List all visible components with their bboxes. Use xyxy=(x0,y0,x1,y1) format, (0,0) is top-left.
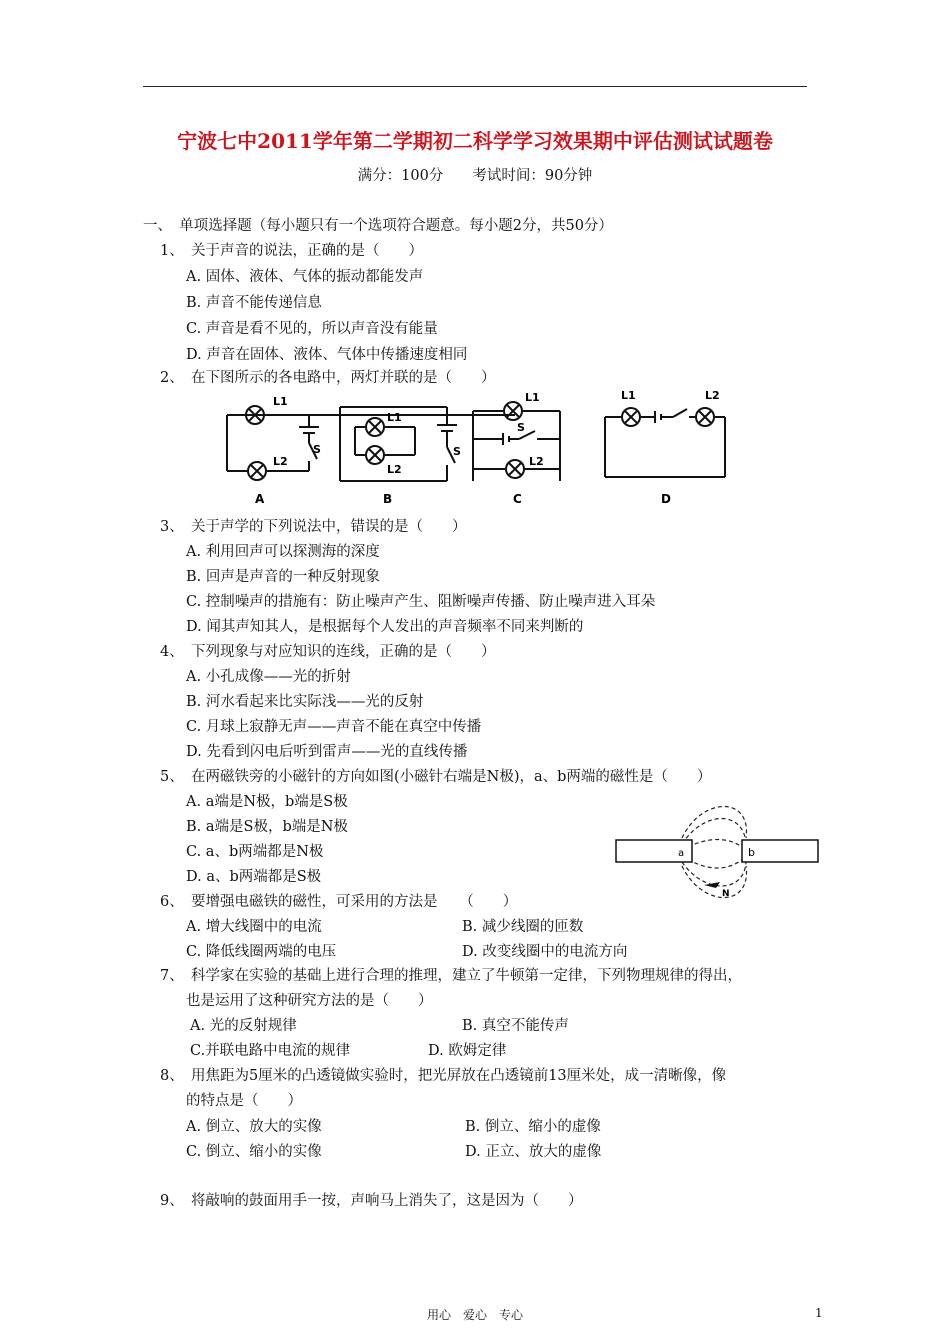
label-needle-n: N xyxy=(722,889,730,899)
label-c-l2: L2 xyxy=(529,455,544,468)
q8-option-b: B. 倒立、缩小的虚像 xyxy=(465,1119,601,1135)
q8-option-a: A. 倒立、放大的实像 xyxy=(186,1119,322,1135)
label-d-l2: L2 xyxy=(705,389,720,402)
label-b-s: S xyxy=(453,445,461,458)
footer-motto: 用心 爱心 专心 xyxy=(426,1308,523,1322)
label-c-l1: L1 xyxy=(525,391,540,404)
question-8-stem: 8、 用焦距为5厘米的凸透镜做实验时，把光屏放在凸透镜前13厘米处，成一清晰像，像 xyxy=(160,1068,727,1084)
q4-option-c: C. 月球上寂静无声——声音不能在真空中传播 xyxy=(186,719,482,735)
q5-option-a: A. a端是N极，b端是S极 xyxy=(186,794,348,810)
q8-option-c: C. 倒立、缩小的实像 xyxy=(186,1144,322,1160)
q3-option-b: B. 回声是声音的一种反射现象 xyxy=(186,569,380,585)
question-8-stem-cont: 的特点是（ ） xyxy=(186,1093,302,1109)
circuit-diagrams xyxy=(215,385,745,510)
question-6-stem: 6、 要增强电磁铁的磁性，可采用的方法是 （ ） xyxy=(160,894,518,910)
circuit-c xyxy=(473,402,560,481)
q7-option-c: C.并联电路中电流的规律 xyxy=(190,1043,351,1059)
q1-option-a: A. 固体、液体、气体的振动都能发声 xyxy=(186,269,424,285)
header-rule xyxy=(143,86,807,87)
label-b-l2: L2 xyxy=(387,463,402,476)
q4-option-d: D. 先看到闪电后听到雷声——光的直线传播 xyxy=(186,744,468,760)
label-a-end: a xyxy=(678,848,685,859)
question-7-stem: 7、 科学家在实验的基础上进行合理的推理，建立了牛顿第一定律，下列物理规律的得出， xyxy=(160,968,742,984)
fig-label-c: C xyxy=(513,492,522,506)
question-2-stem: 2、 在下图所示的各电路中，两灯并联的是（ ） xyxy=(160,370,496,386)
fig-label-b: B xyxy=(383,492,393,506)
fig-label-d: D xyxy=(661,492,671,506)
q1-option-c: C. 声音是看不见的，所以声音没有能量 xyxy=(186,321,438,337)
label-d-l1: L1 xyxy=(621,389,636,402)
label-a-l1: L1 xyxy=(273,395,288,408)
q3-option-c: C. 控制噪声的措施有：防止噪声产生、阻断噪声传播、防止噪声进入耳朵 xyxy=(186,594,656,610)
question-4-stem: 4、 下列现象与对应知识的连线，正确的是（ ） xyxy=(160,644,496,660)
question-1-stem: 1、 关于声音的说法，正确的是（ ） xyxy=(160,243,423,259)
circuit-d xyxy=(605,408,725,477)
q6-option-c: C. 降低线圈两端的电压 xyxy=(186,944,337,960)
q8-option-d: D. 正立、放大的虚像 xyxy=(465,1144,602,1160)
q4-option-b: B. 河水看起来比实际浅——光的反射 xyxy=(186,694,424,710)
q6-option-b: B. 减少线圈的匝数 xyxy=(462,919,584,935)
q4-option-a: A. 小孔成像——光的折射 xyxy=(186,669,351,685)
q6-option-d: D. 改变线圈中的电流方向 xyxy=(462,944,628,960)
q1-option-b: B. 声音不能传递信息 xyxy=(186,295,322,311)
q6-option-a: A. 增大线圈中的电流 xyxy=(186,919,322,935)
label-a-l2: L2 xyxy=(273,455,288,468)
compass-needle xyxy=(704,882,720,888)
page-number: 1 xyxy=(815,1306,823,1320)
q3-option-a: A. 利用回声可以探测海的深度 xyxy=(186,544,380,560)
label-b-end: b xyxy=(748,846,755,859)
label-c-s: S xyxy=(517,421,525,434)
question-5-stem: 5、 在两磁铁旁的小磁针的方向如图(小磁针右端是N极)，a、b两端的磁性是（ ） xyxy=(160,769,712,785)
q3-option-d: D. 闻其声知其人，是根据每个人发出的声音频率不同来判断的 xyxy=(186,619,584,635)
exam-info: 满分：100分 考试时间：90分钟 xyxy=(357,168,593,184)
q5-option-b: B. a端是S极，b端是N极 xyxy=(186,819,348,835)
label-a-s: S xyxy=(313,443,321,456)
label-b-l1: L1 xyxy=(387,411,402,424)
q1-option-d: D. 声音在固体、液体、气体中传播速度相同 xyxy=(186,347,468,363)
question-9-stem: 9、 将敲响的鼓面用手一按，声响马上消失了，这是因为（ ） xyxy=(160,1193,583,1209)
q5-option-c: C. a、b两端都是N极 xyxy=(186,844,324,860)
q5-option-d: D. a、b两端都是S极 xyxy=(186,869,322,885)
circuit-a xyxy=(227,406,319,480)
section-heading: 一、 单项选择题（每小题只有一个选项符合题意。每小题2分，共50分） xyxy=(143,218,613,234)
q7-option-b: B. 真空不能传声 xyxy=(462,1018,569,1034)
q7-option-d: D. 欧姆定律 xyxy=(428,1043,507,1059)
question-3-stem: 3、 关于声学的下列说法中，错误的是（ ） xyxy=(160,519,467,535)
fig-label-a: A xyxy=(255,492,265,506)
q7-option-a: A. 光的反射规律 xyxy=(190,1018,297,1034)
question-7-stem-cont: 也是运用了这种研究方法的是（ ） xyxy=(186,993,433,1009)
page-title: 宁波七中2011学年第二学期初二科学学习效果期中评估测试试题卷 xyxy=(177,129,773,153)
magnet-diagram xyxy=(612,800,824,904)
